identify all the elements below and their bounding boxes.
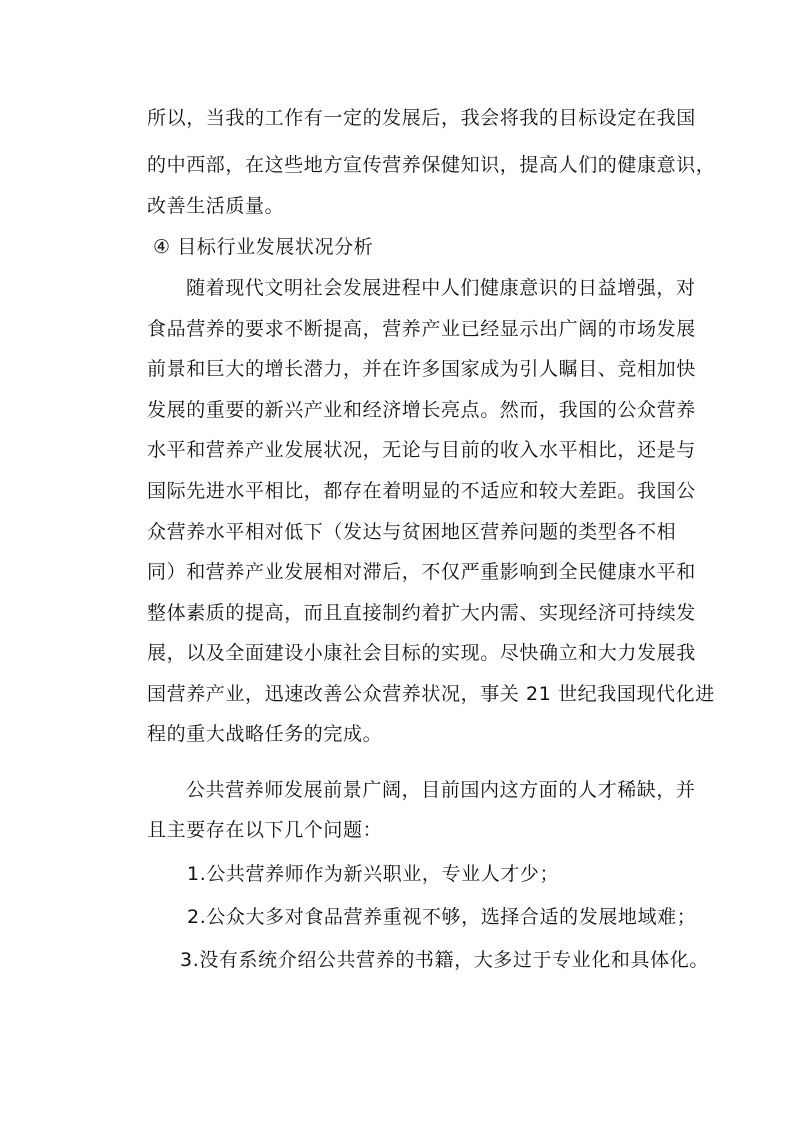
text-line: 展，以及全面建设小康社会目标的实现。尽快确立和大力发展我 [147, 642, 696, 664]
list-item: 2.公众大多对食品营养重视不够，选择合适的发展地域难； [187, 906, 697, 928]
text-line: 食品营养的要求不断提高，营养产业已经显示出广阔的市场发展 [147, 318, 696, 340]
text-line: 且主要存在以下几个问题： [147, 819, 383, 841]
list-item: 3.没有系统介绍公共营养的书籍，大多过于专业化和具体化。 [180, 949, 709, 971]
text-line: 同）和营养产业发展相对滞后，不仅严重影响到全民健康水平和 [147, 561, 696, 583]
text-line: 程的重大战略任务的完成。 [147, 723, 383, 745]
section-heading: ④ 目标行业发展状况分析 [153, 236, 374, 258]
text-line: 的中西部，在这些地方宣传营养保健知识，提高人们的健康意识， [147, 154, 716, 176]
text-line: 公共营养师发展前景广阔，目前国内这方面的人才稀缺，并 [186, 779, 696, 801]
text-line: 整体素质的提高，而且直接制约着扩大内需、实现经济可持续发 [147, 602, 696, 624]
text-line: 前景和巨大的增长潜力，并在许多国家成为引人瞩目、竞相加快 [147, 358, 696, 380]
text-line: 国际先进水平相比，都存在着明显的不适应和较大差距。我国公 [147, 480, 696, 502]
text-line: 众营养水平相对低下（发达与贫困地区营养问题的类型各不相 [147, 521, 677, 543]
text-line: 随着现代文明社会发展进程中人们健康意识的日益增强，对 [186, 277, 696, 299]
text-line: 所以，当我的工作有一定的发展后，我会将我的目标设定在我国 [147, 107, 696, 129]
text-line: 水平和营养产业发展状况，无论与目前的收入水平相比，还是与 [147, 439, 696, 461]
text-line: 改善生活质量。 [147, 195, 285, 217]
text-line: 国营养产业，迅速改善公众营养状况，事关 21 世纪我国现代化进 [147, 683, 715, 705]
text-line: 发展的重要的新兴产业和经济增长亮点。然而，我国的公众营养 [147, 399, 696, 421]
list-item: 1.公共营养师作为新兴职业，专业人才少； [187, 863, 560, 885]
